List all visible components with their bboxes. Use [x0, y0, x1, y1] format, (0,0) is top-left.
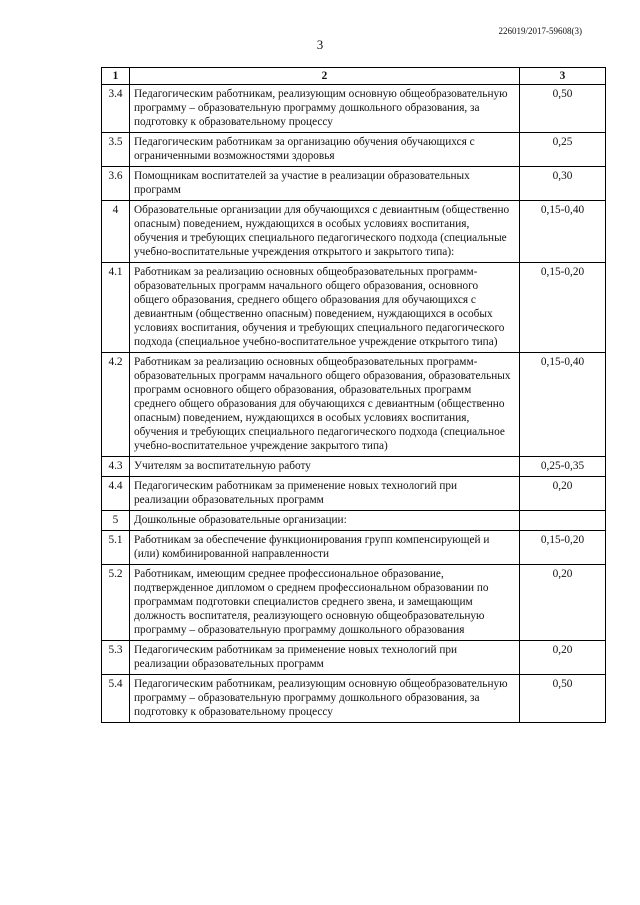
- row-coefficient-cell: 0,50: [520, 85, 606, 133]
- row-number-cell: 3.5: [102, 133, 130, 167]
- row-coefficient-cell: 0,20: [520, 565, 606, 641]
- row-description-cell: Педагогическим работникам, реализующим основную общеобразовательную программу – образовательную программу дошкольного образования, за подготовку к образовательному процессу: [130, 85, 520, 133]
- row-description-cell: Учителям за воспитательную работу: [130, 457, 520, 477]
- row-number-cell: 5.2: [102, 565, 130, 641]
- header-cell-3: 3: [520, 68, 606, 85]
- table-row: [102, 201, 606, 263]
- row-coefficient-cell: 0,15-0,20: [520, 531, 606, 565]
- table-row: [102, 133, 606, 167]
- table-row: [102, 531, 606, 565]
- table-row: [102, 263, 606, 353]
- table-row: [102, 167, 606, 201]
- row-number-cell: 4.4: [102, 477, 130, 511]
- table-header-row: [102, 68, 606, 85]
- allowance-table: [101, 67, 606, 723]
- row-description-cell: Дошкольные образовательные организации:: [130, 511, 520, 531]
- row-coefficient-cell: 0,15-0,20: [520, 263, 606, 353]
- row-number-cell: 5.4: [102, 675, 130, 723]
- row-number-cell: 3.4: [102, 85, 130, 133]
- row-number-cell: 4.3: [102, 457, 130, 477]
- row-coefficient-cell: 0,25: [520, 133, 606, 167]
- row-description-cell: Педагогическим работникам за применение новых технологий при реализации образовательных программ: [130, 477, 520, 511]
- row-description-cell: Работникам, имеющим среднее профессиональное образование, подтвержденное дипломом о среднем профессиональном образовании по программам подготовки специалистов среднего звена, и замещающим должность воспитателя, реализующего основную общеобразовательную программу – образовательную программу дошкольного образования: [130, 565, 520, 641]
- row-number-cell: 4: [102, 201, 130, 263]
- row-description-cell: Педагогическим работникам за организацию обучения обучающихся с ограниченными возможностями здоровья: [130, 133, 520, 167]
- row-description-cell: Работникам за обеспечение функционирования групп компенсирующей и (или) комбинированной направленности: [130, 531, 520, 565]
- table-row: [102, 457, 606, 477]
- row-number-cell: 5.1: [102, 531, 130, 565]
- header-cell-1: 1: [102, 68, 130, 85]
- table-row: [102, 85, 606, 133]
- row-number-cell: 4.1: [102, 263, 130, 353]
- table-row: [102, 477, 606, 511]
- table-row: [102, 565, 606, 641]
- row-description-cell: Помощникам воспитателей за участие в реализации образовательных программ: [130, 167, 520, 201]
- row-coefficient-cell: 0,50: [520, 675, 606, 723]
- row-coefficient-cell: 0,15-0,40: [520, 353, 606, 457]
- table-row: [102, 675, 606, 723]
- row-description-cell: Работникам за реализацию основных общеобразовательных программ-образовательных программ начального общего образования, образовательных программ основного общего образования, образовательных программ среднего общего образования для обучающихся с девиантным (общественно опасным) поведением, нуждающихся в особых условиях воспитания, обучения и требующих специального педагогического подхода (специальное учебно-воспитательное учреждение закрытого типа): [130, 353, 520, 457]
- row-coefficient-cell: 0,30: [520, 167, 606, 201]
- row-number-cell: 5: [102, 511, 130, 531]
- table-row: [102, 353, 606, 457]
- row-number-cell: 3.6: [102, 167, 130, 201]
- page-number: 3: [316, 37, 324, 52]
- row-coefficient-cell: [520, 511, 606, 531]
- row-description-cell: Работникам за реализацию основных общеобразовательных программ-образовательных программ начального общего образования, основного общего образования, среднего общего образования для обучающихся с девиантным (общественно опасным) поведением, нуждающихся в особых условиях воспитания, обучения и требующих специального педагогического подхода (специальное учебно-воспитательное учреждение открытого типа): [130, 263, 520, 353]
- table-row: [102, 641, 606, 675]
- row-description-cell: Педагогическим работникам, реализующим основную общеобразовательную программу – образовательную программу дошкольного образования, за подготовку к образовательному процессу: [130, 675, 520, 723]
- row-coefficient-cell: 0,25-0,35: [520, 457, 606, 477]
- row-coefficient-cell: 0,15-0,40: [520, 201, 606, 263]
- row-number-cell: 5.3: [102, 641, 130, 675]
- document-code: 226019/2017-59608(3): [498, 26, 582, 36]
- row-coefficient-cell: 0,20: [520, 477, 606, 511]
- row-coefficient-cell: 0,20: [520, 641, 606, 675]
- header-cell-2: 2: [130, 68, 520, 85]
- row-number-cell: 4.2: [102, 353, 130, 457]
- table-row: [102, 511, 606, 531]
- row-description-cell: Педагогическим работникам за применение новых технологий при реализации образовательных программ: [130, 641, 520, 675]
- row-description-cell: Образовательные организации для обучающихся с девиантным (общественно опасным) поведением, нуждающихся в особых условиях воспитания, обучения и требующих специального педагогического подхода (специальные учебно-воспитательные учреждения открытого и закрытого типа):: [130, 201, 520, 263]
